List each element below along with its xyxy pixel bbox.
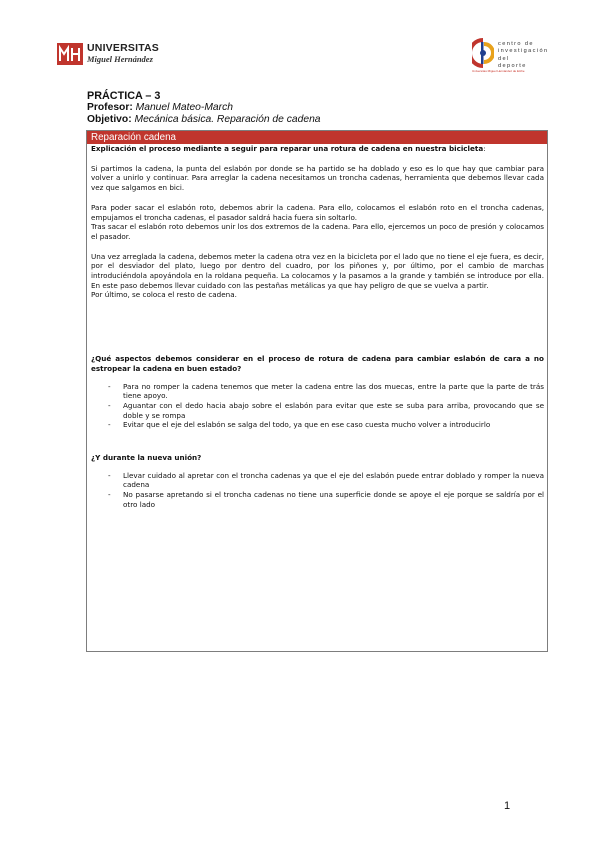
research-center-name: centro de investigación del deporte bbox=[498, 41, 549, 69]
list-item: - Llevar cuidado al apretar con el troncha cadenas ya que el eje del eslabón puede entrar doblado y romper la nueva cadena bbox=[123, 471, 544, 490]
paragraph: Una vez arreglada la cadena, debemos meter la cadena otra vez en la bicicleta por el lado que no tiene el eje fuera, es decir, por el desviador del plato, luego por dentro del cuadro, por los piñones y, por último, por el cambio de marchas introduciéndola apoyándola en la roldana pequeña. La colocamos y la pasamos a la grande y también se introduce por ella. En este paso debemos llevar cuidado con las pestañas metálicas ya que hay peligro de que se vuelva a partir. bbox=[91, 251, 544, 290]
list-item: - No pasarse apretando si el troncha cadenas no tiene una superficie donde se apoye el eje porque se saldría por el otro lado bbox=[123, 490, 544, 509]
university-name: UNIVERSITAS bbox=[87, 42, 160, 54]
university-subname: Miguel Hernández bbox=[87, 54, 153, 64]
research-center-logo bbox=[472, 38, 547, 74]
university-logo bbox=[57, 41, 167, 69]
professor-line bbox=[87, 102, 547, 114]
practice-title: PRÁCTICA – 3 bbox=[87, 90, 161, 102]
paragraph: Si partimos la cadena, la punta del eslabón por donde se ha partido se ha doblado y eso es lo que hay que cambiar para volver a unirlo y continuar. Para arreglar la cadena necesitamos un troncha cadenas, herramienta que debemos llevar cada vez que salgamos en bici. bbox=[91, 163, 544, 193]
objective-line bbox=[87, 114, 547, 126]
answer-list bbox=[91, 471, 544, 510]
umh-emblem-icon bbox=[57, 41, 83, 67]
practice-header bbox=[87, 90, 547, 126]
section-content bbox=[87, 144, 547, 510]
research-center-tagline: Universitas Miguel Hernández de Elche bbox=[472, 69, 525, 73]
paragraph: Por último, se coloca el resto de cadena. bbox=[91, 290, 237, 300]
list-item: - Para no romper la cadena tenemos que meter la cadena entre las dos muecas, entre la parte que la parte de trás tiene apoyo. bbox=[123, 382, 544, 401]
repair-section bbox=[86, 130, 548, 652]
question-heading: ¿Y durante la nueva unión? bbox=[91, 453, 202, 463]
professor-label: Profesor: bbox=[87, 102, 133, 113]
objective-value: Mecánica básica. Reparación de cadena bbox=[134, 114, 321, 125]
intro-heading: Explicación el proceso mediante a seguir para reparar una rotura de cadena en nuestra bicicleta: bbox=[91, 144, 486, 153]
answer-list bbox=[91, 382, 544, 431]
objective-label: Objetivo: bbox=[87, 114, 132, 125]
paragraph: Tras sacar el eslabón roto debemos unir los dos extremos de la cadena. Para ello, ejercemos un poco de presión y colocamos el pasador. bbox=[91, 222, 544, 241]
professor-name: Manuel Mateo-March bbox=[135, 102, 233, 113]
page-number: 1 bbox=[504, 800, 511, 812]
list-item: - Evitar que el eje del eslabón se salga del todo, ya que en ese caso cuesta mucho volver a introducirlo bbox=[123, 420, 544, 430]
research-center-emblem-icon bbox=[472, 38, 494, 68]
list-item: - Aguantar con el dedo hacia abajo sobre el eslabón para evitar que este se suba para arriba, provocando que se doble y se rompa bbox=[123, 401, 544, 420]
question-heading: ¿Qué aspectos debemos considerar en el proceso de rotura de cadena para cambiar eslabón de cara a no estropear la cadena en buen estado? bbox=[91, 354, 544, 373]
section-title: Reparación cadena bbox=[87, 131, 547, 144]
paragraph: Para poder sacar el eslabón roto, debemos abrir la cadena. Para ello, colocamos el eslabón roto en el troncha cadenas, empujamos el troncha cadenas, el pasador saldrá hacia fuera sin soltarlo. bbox=[91, 202, 544, 222]
